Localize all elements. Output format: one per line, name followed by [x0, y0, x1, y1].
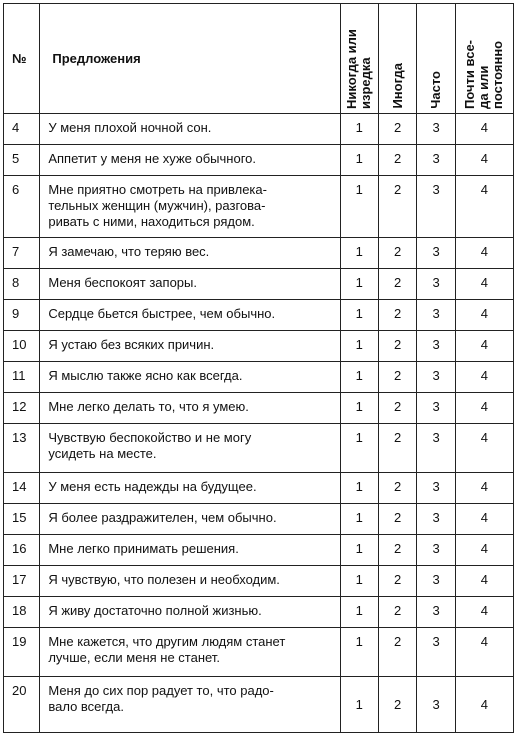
- score-often: 3: [417, 566, 455, 597]
- score-often: 3: [417, 238, 455, 269]
- score-often: 3: [417, 504, 455, 535]
- score-almost-always: 4: [455, 393, 513, 424]
- header-almost-always: [455, 4, 513, 114]
- row-number: 5: [4, 145, 40, 176]
- score-often: 3: [417, 269, 455, 300]
- score-sometimes: 2: [378, 114, 416, 145]
- row-number: 14: [4, 473, 40, 504]
- score-almost-always: 4: [455, 535, 513, 566]
- row-number: 4: [4, 114, 40, 145]
- score-sometimes: 2: [378, 677, 416, 733]
- score-almost-always: 4: [455, 300, 513, 331]
- score-sometimes: 2: [378, 300, 416, 331]
- table-row: [4, 300, 514, 331]
- score-often: 3: [417, 535, 455, 566]
- score-almost-always: 4: [455, 677, 513, 733]
- score-almost-always: 4: [455, 504, 513, 535]
- table-row: [4, 473, 514, 504]
- score-never-or-rarely: 1: [340, 473, 378, 504]
- score-never-or-rarely: 1: [340, 145, 378, 176]
- table-row: [4, 628, 514, 677]
- score-never-or-rarely: 1: [340, 114, 378, 145]
- table-row: [4, 424, 514, 473]
- score-sometimes: 2: [378, 473, 416, 504]
- row-sentence: Я живу достаточно полной жизнью.: [40, 597, 340, 628]
- score-sometimes: 2: [378, 145, 416, 176]
- score-almost-always: 4: [455, 362, 513, 393]
- header-often: [417, 4, 455, 114]
- table-row: [4, 504, 514, 535]
- header-never-or-rarely-label: Никогда или изредка: [344, 29, 374, 109]
- score-almost-always: 4: [455, 566, 513, 597]
- score-never-or-rarely: 1: [340, 331, 378, 362]
- score-sometimes: 2: [378, 597, 416, 628]
- score-sometimes: 2: [378, 628, 416, 677]
- header-sometimes-label: Иногда: [389, 63, 405, 109]
- score-sometimes: 2: [378, 176, 416, 238]
- row-number: 17: [4, 566, 40, 597]
- row-sentence: Я более раздражителен, чем обычно.: [40, 504, 340, 535]
- score-never-or-rarely: 1: [340, 362, 378, 393]
- score-sometimes: 2: [378, 269, 416, 300]
- row-number: 12: [4, 393, 40, 424]
- score-sometimes: 2: [378, 566, 416, 597]
- row-sentence: Я замечаю, что теряю вес.: [40, 238, 340, 269]
- table-row: [4, 114, 514, 145]
- score-almost-always: 4: [455, 473, 513, 504]
- table-row: [4, 535, 514, 566]
- score-never-or-rarely: 1: [340, 628, 378, 677]
- score-never-or-rarely: 1: [340, 393, 378, 424]
- score-often: 3: [417, 473, 455, 504]
- score-often: 3: [417, 628, 455, 677]
- score-almost-always: 4: [455, 269, 513, 300]
- row-sentence: У меня плохой ночной сон.: [40, 114, 340, 145]
- questionnaire-table: [3, 3, 514, 733]
- score-never-or-rarely: 1: [340, 300, 378, 331]
- score-often: 3: [417, 362, 455, 393]
- score-never-or-rarely: 1: [340, 597, 378, 628]
- row-sentence: Мне приятно смотреть на привлека- тельных женщин (мужчин), разгова- ривать с ними, находиться рядом.: [40, 176, 340, 238]
- row-number: 6: [4, 176, 40, 238]
- row-sentence: Мне легко принимать решения.: [40, 535, 340, 566]
- header-row: [4, 4, 514, 114]
- row-number: 19: [4, 628, 40, 677]
- row-number: 18: [4, 597, 40, 628]
- score-never-or-rarely: 1: [340, 269, 378, 300]
- row-sentence: Аппетит у меня не хуже обычного.: [40, 145, 340, 176]
- table-row: [4, 597, 514, 628]
- score-never-or-rarely: 1: [340, 504, 378, 535]
- score-often: 3: [417, 393, 455, 424]
- header-sentences: Предложения: [40, 4, 340, 114]
- table-row: [4, 238, 514, 269]
- row-number: 8: [4, 269, 40, 300]
- row-number: 9: [4, 300, 40, 331]
- score-never-or-rarely: 1: [340, 424, 378, 473]
- score-sometimes: 2: [378, 238, 416, 269]
- score-often: 3: [417, 300, 455, 331]
- score-never-or-rarely: 1: [340, 176, 378, 238]
- row-sentence: Меня до сих пор радует то, что радо- вало всегда.: [40, 677, 340, 733]
- table-row: [4, 145, 514, 176]
- score-often: 3: [417, 331, 455, 362]
- header-sometimes: [378, 4, 416, 114]
- score-often: 3: [417, 424, 455, 473]
- header-number: №: [4, 4, 40, 114]
- row-number: 15: [4, 504, 40, 535]
- score-sometimes: 2: [378, 504, 416, 535]
- score-almost-always: 4: [455, 331, 513, 362]
- score-sometimes: 2: [378, 424, 416, 473]
- score-often: 3: [417, 677, 455, 733]
- score-often: 3: [417, 597, 455, 628]
- score-almost-always: 4: [455, 176, 513, 238]
- score-often: 3: [417, 145, 455, 176]
- table-body: [4, 114, 514, 733]
- score-almost-always: 4: [455, 597, 513, 628]
- row-sentence: Сердце бьется быстрее, чем обычно.: [40, 300, 340, 331]
- row-sentence: Меня беспокоят запоры.: [40, 269, 340, 300]
- score-often: 3: [417, 114, 455, 145]
- row-number: 13: [4, 424, 40, 473]
- score-almost-always: 4: [455, 114, 513, 145]
- row-sentence: Чувствую беспокойство и не могу усидеть на месте.: [40, 424, 340, 473]
- score-sometimes: 2: [378, 331, 416, 362]
- table-row: [4, 362, 514, 393]
- table-row: [4, 393, 514, 424]
- row-sentence: Я мыслю также ясно как всегда.: [40, 362, 340, 393]
- score-almost-always: 4: [455, 238, 513, 269]
- row-number: 20: [4, 677, 40, 733]
- header-never-or-rarely: [340, 4, 378, 114]
- score-almost-always: 4: [455, 145, 513, 176]
- score-often: 3: [417, 176, 455, 238]
- table-row: [4, 677, 514, 733]
- row-sentence: У меня есть надежды на будущее.: [40, 473, 340, 504]
- score-almost-always: 4: [455, 424, 513, 473]
- row-sentence: Я чувствую, что полезен и необходим.: [40, 566, 340, 597]
- row-sentence: Мне легко делать то, что я умею.: [40, 393, 340, 424]
- score-sometimes: 2: [378, 535, 416, 566]
- row-number: 16: [4, 535, 40, 566]
- row-sentence: Я устаю без всяких причин.: [40, 331, 340, 362]
- table-row: [4, 331, 514, 362]
- score-never-or-rarely: 1: [340, 566, 378, 597]
- row-sentence: Мне кажется, что другим людям станет лучше, если меня не станет.: [40, 628, 340, 677]
- row-number: 7: [4, 238, 40, 269]
- table-row: [4, 566, 514, 597]
- score-never-or-rarely: 1: [340, 677, 378, 733]
- header-almost-always-label: Почти все- да или постоянно: [462, 40, 506, 109]
- score-never-or-rarely: 1: [340, 535, 378, 566]
- row-number: 10: [4, 331, 40, 362]
- header-often-label: Часто: [428, 71, 444, 109]
- row-number: 11: [4, 362, 40, 393]
- score-sometimes: 2: [378, 362, 416, 393]
- table-row: [4, 269, 514, 300]
- score-sometimes: 2: [378, 393, 416, 424]
- table-row: [4, 176, 514, 238]
- score-almost-always: 4: [455, 628, 513, 677]
- score-never-or-rarely: 1: [340, 238, 378, 269]
